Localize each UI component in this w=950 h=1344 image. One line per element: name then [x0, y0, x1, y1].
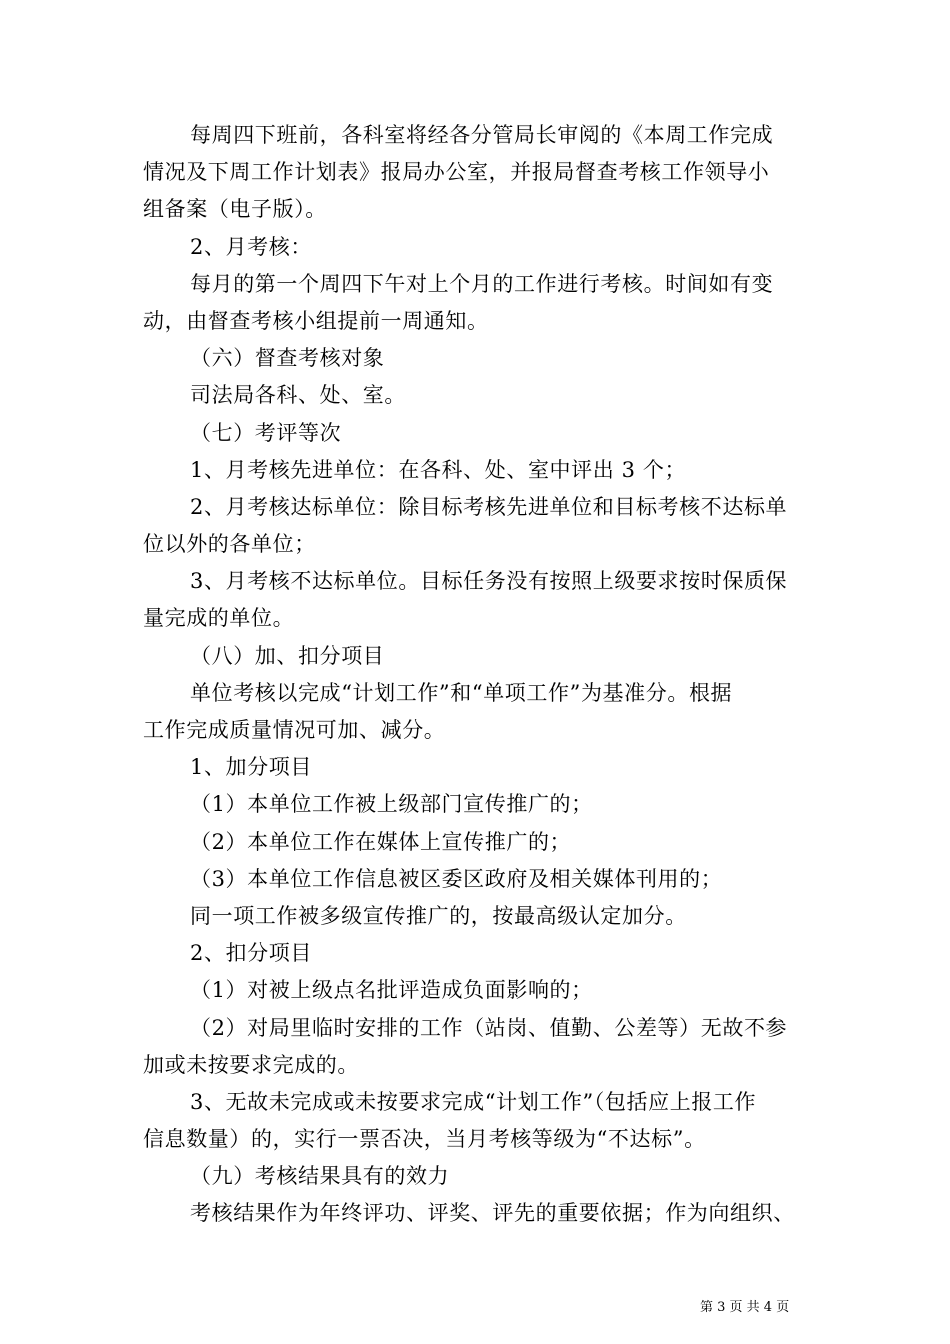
text-line: 情况及下周工作计划表》报局办公室，并报局督查考核工作领导小 — [143, 160, 770, 185]
section-heading: （六）督查考核对象 — [190, 346, 385, 371]
text-line: （2）对局里临时安排的工作（站岗、值勤、公差等）无故不参 — [190, 1015, 788, 1040]
text-line: 工作完成质量情况可加、减分。 — [143, 718, 446, 742]
text-line: （1）对被上级点名批评造成负面影响的； — [190, 978, 593, 1003]
text-line: 2、月考核： — [190, 234, 312, 259]
text-line: 每周四下班前，各科室将经各分管局长审阅的《本周工作完成 — [190, 123, 774, 147]
section-heading: （八）加、扣分项目 — [190, 643, 385, 668]
page-number: 第 3 页 共 4 页 — [700, 1300, 790, 1315]
text-line: 2、扣分项目 — [190, 941, 312, 966]
text-line: （3）本单位工作信息被区委区政府及相关媒体刊用的； — [190, 866, 723, 891]
section-heading: （九）考核结果具有的效力 — [190, 1164, 450, 1189]
text-line: 位以外的各单位； — [143, 532, 316, 557]
text-line: 同一项工作被多级宣传推广的，按最高级认定加分。 — [190, 903, 687, 928]
text-line: 动，由督查考核小组提前一周通知。 — [143, 308, 489, 333]
text-line: 信息数量）的，实行一票否决，当月考核等级为“不达标”。 — [143, 1127, 706, 1152]
text-line: 加或未按要求完成的。 — [143, 1052, 359, 1077]
text-line: （2）本单位工作在媒体上宣传推广的； — [190, 829, 572, 854]
text-line: 3、无故未完成或未按要求完成“计划工作”（包括应上报工作 — [190, 1089, 757, 1114]
document-body — [143, 117, 823, 1233]
text-line: 考核结果作为年终评功、评奖、评先的重要依据；作为向组织、 — [190, 1201, 795, 1226]
text-line: 2、月考核达标单位：除目标考核先进单位和目标考核不达标单 — [190, 494, 788, 519]
text-line: 每月的第一个周四下午对上个月的工作进行考核。时间如有变 — [190, 271, 774, 296]
section-heading: （七）考评等次 — [190, 420, 342, 445]
text-line: 量完成的单位。 — [143, 606, 295, 631]
text-line: 单位考核以完成“计划工作”和“单项工作”为基准分。根据 — [190, 680, 733, 705]
text-line: （1）本单位工作被上级部门宣传推广的； — [190, 792, 593, 817]
text-line: 司法局各科、处、室。 — [190, 383, 406, 408]
text-line: 3、月考核不达标单位。目标任务没有按照上级要求按时保质保 — [190, 569, 788, 594]
text-line: 1、加分项目 — [190, 755, 312, 780]
text-line: 1、月考核先进单位：在各科、处、室中评出 3 个； — [190, 457, 687, 482]
text-line: 组备案（电子版）。 — [143, 197, 327, 222]
